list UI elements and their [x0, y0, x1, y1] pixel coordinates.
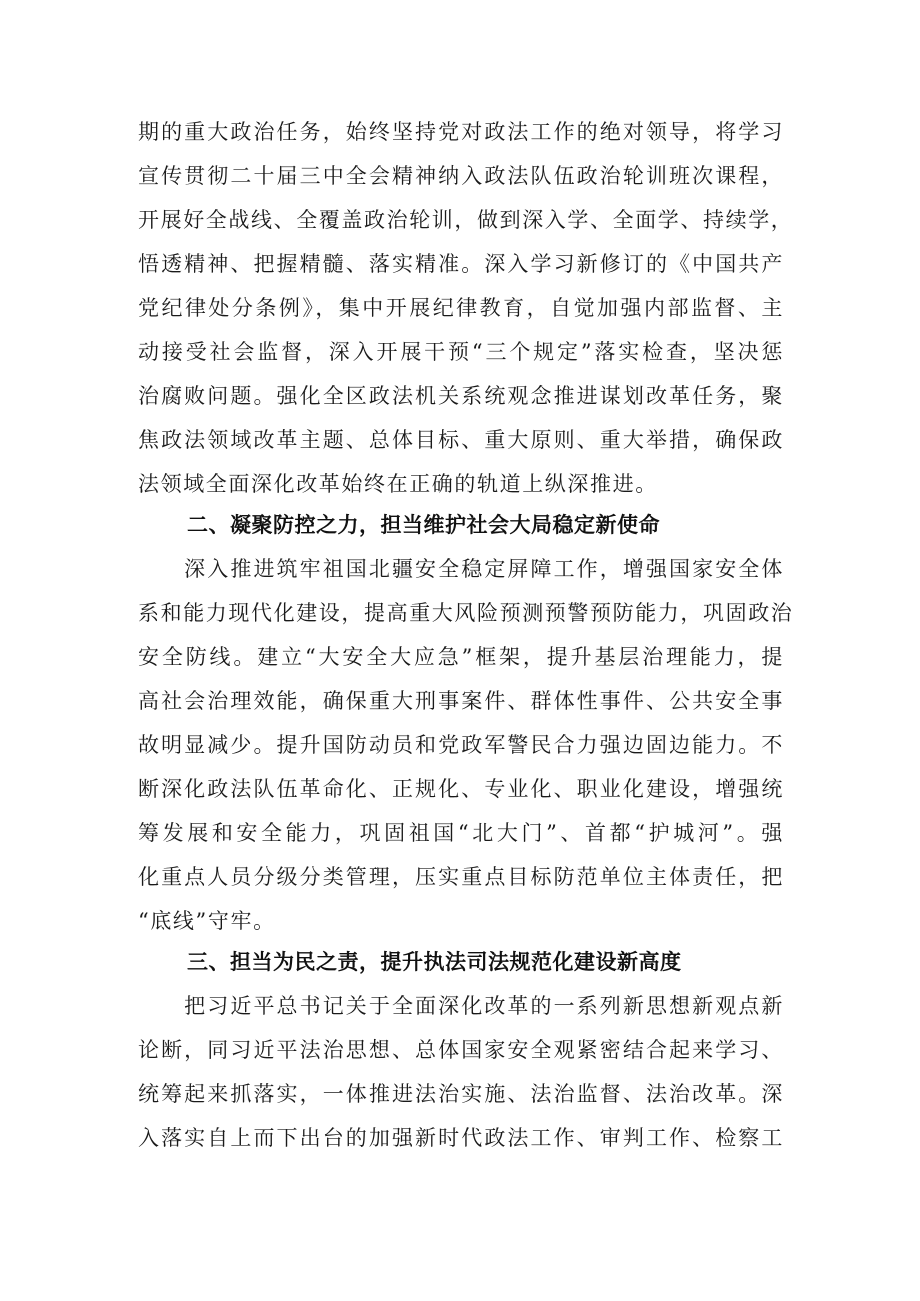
paragraph-3: [138, 984, 784, 1160]
paragraph-line: 动接受社会监督，深入开展干预“三个规定”落实检查，坚决惩: [138, 340, 784, 364]
paragraph-line: 治腐败问题。强化全区政法机关系统观念推进谋划改革任务，聚: [138, 384, 784, 408]
paragraph-line: 宣传贯彻二十届三中全会精神纳入政法队伍政治轮训班次课程，: [138, 164, 784, 188]
paragraph-line: 法领域全面深化改革始终在正确的轨道上纵深推进。: [138, 472, 658, 496]
paragraph-line: 安全防线。建立“大安全大应急”框架，提升基层治理能力，提: [138, 645, 784, 669]
section-heading-3: 三、担当为民之责，提升执法司法规范化建设新高度: [187, 950, 682, 974]
paragraph-line: 把习近平总书记关于全面深化改革的一系列新思想新观点新: [138, 994, 784, 1018]
paragraph-line: 统筹起来抓落实，一体推进法治实施、法治监督、法治改革。深: [138, 1082, 784, 1106]
paragraph-line: 悟透精神、把握精髓、落实精准。深入学习新修订的《中国共产: [138, 252, 784, 276]
paragraph-line: 高社会治理效能，确保重大刑事案件、群体性事件、公共安全事: [138, 689, 784, 713]
paragraph-line: 期的重大政治任务，始终坚持党对政法工作的绝对领导，将学习: [138, 120, 784, 144]
paragraph-line: 断深化政法队伍革命化、正规化、专业化、职业化建设，增强统: [138, 777, 784, 801]
paragraph-line: 焦政法领域改革主题、总体目标、重大原则、重大举措，确保政: [138, 428, 784, 452]
paragraph-line: 故明显减少。提升国防动员和党政军警民合力强边固边能力。不: [138, 733, 784, 757]
paragraph-line: 深入推进筑牢祖国北疆安全稳定屏障工作，增强国家安全体: [138, 557, 784, 581]
paragraph-line: 党纪律处分条例》，集中开展纪律教育，自觉加强内部监督、主: [138, 296, 784, 320]
section-heading-2: 二、凝聚防控之力，担当维护社会大局稳定新使命: [187, 513, 660, 537]
paragraph-line: 开展好全战线、全覆盖政治轮训，做到深入学、全面学、持续学，: [138, 208, 794, 232]
paragraph-line: 化重点人员分级分类管理，压实重点目标防范单位主体责任，把: [138, 865, 784, 889]
paragraph-line: 论断，同习近平法治思想、总体国家安全观紧密结合起来学习、: [138, 1038, 784, 1062]
paragraph-line: “底线”守牢。: [138, 909, 276, 933]
paragraph-line: 入落实自上而下出台的加强新时代政法工作、审判工作、检察工: [138, 1126, 784, 1150]
paragraph-1: [138, 110, 794, 506]
paragraph-2: [138, 547, 794, 943]
paragraph-line: 系和能力现代化建设，提高重大风险预测预警预防能力，巩固政治: [138, 601, 794, 625]
paragraph-line: 筹发展和安全能力，巩固祖国“北大门”、首都“护城河”。强: [138, 821, 784, 845]
